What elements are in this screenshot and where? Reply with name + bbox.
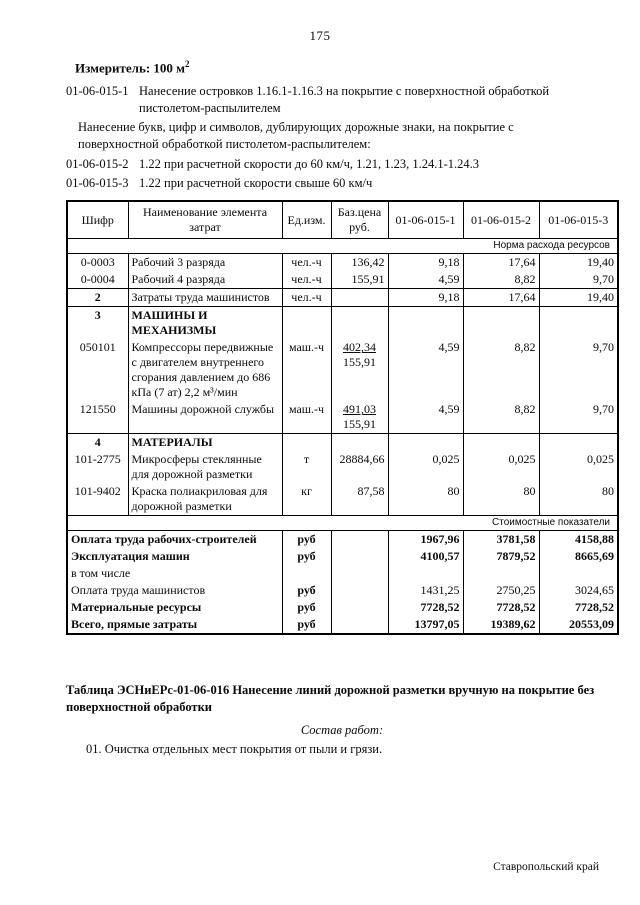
resource-row <box>67 483 618 516</box>
cost-rows-body <box>67 531 618 635</box>
resource-row <box>67 401 618 434</box>
resource-row <box>67 339 618 401</box>
cell-norm-value: 80 <box>388 483 463 516</box>
col-header-norm-2: 01-06-015-2 <box>463 201 539 239</box>
cell-norm-value: 19,40 <box>539 254 618 272</box>
cell-base-price: 136,42 <box>331 254 388 272</box>
cell-resource-code: 0-0003 <box>80 255 115 270</box>
cell-base-price <box>331 599 388 616</box>
cell-base-price: 28884,66 <box>331 451 388 483</box>
cell-cost-value <box>463 565 539 582</box>
norm-code: 01-06-015-2 <box>66 157 129 172</box>
cell-norm-value: 4,59 <box>388 271 463 289</box>
cell-base-price <box>331 401 388 434</box>
cell-base-price: 87,58 <box>331 483 388 516</box>
cell-resource-code: 050101 <box>79 340 116 355</box>
col-header-unit: Ед.изм. <box>282 201 331 239</box>
cell-cost-label: Всего, прямые затраты <box>71 617 198 632</box>
cell-resource-code: 121550 <box>79 402 116 417</box>
cost-row <box>67 548 618 565</box>
cell-resource-name: Рабочий 4 разряда <box>128 271 282 289</box>
cell-cost-value: 1431,25 <box>388 582 463 599</box>
cost-row <box>67 616 618 634</box>
cell-norm-value: 0,025 <box>539 451 618 483</box>
cell-resource-name: Рабочий 3 разряда <box>128 254 282 272</box>
resource-row <box>67 434 618 452</box>
cell-base-price <box>331 582 388 599</box>
cell-cost-label: в том числе <box>71 566 131 581</box>
cell-norm-value <box>539 434 618 452</box>
cell-norm-value: 80 <box>539 483 618 516</box>
cell-norm-value: 0,025 <box>463 451 539 483</box>
col-header-base-price: Баз.цена руб. <box>331 201 388 239</box>
measure-line <box>75 59 640 76</box>
norm-text: 1.22 при расчетной скорости свыше 60 км/ч <box>139 175 373 190</box>
work-item: 01. Очистка отдельных мест покрытия от пыли и грязи. <box>86 742 383 757</box>
cell-cost-value: 3024,65 <box>539 582 618 599</box>
measure-label: Измеритель: 100 м <box>75 60 186 76</box>
cell-base-price <box>331 289 388 307</box>
cell-cost-value: 3781,58 <box>463 531 539 549</box>
cell-unit <box>282 307 331 340</box>
cell-unit: кг <box>282 483 331 516</box>
cell-norm-value <box>388 307 463 340</box>
cell-unit: маш.-ч <box>282 401 331 434</box>
next-table-title: Таблица ЭСНиЕРс-01-06-016 Нанесение линий дорожной разметки вручную на покрытие без поверхностной обработки <box>66 683 595 715</box>
cell-cost-unit: руб <box>282 616 331 634</box>
page-number: 175 <box>309 28 331 43</box>
cell-resource-name: МАТЕРИАЛЫ <box>128 434 282 452</box>
cell-norm-value: 9,70 <box>539 271 618 289</box>
cell-base-price <box>331 531 388 549</box>
cell-resource-name: Компрессоры передвижные с двигателем внутреннего сгорания давлением до 686 кПа (7 ат) 2,2 м³/мин <box>128 339 282 401</box>
norm-text: Нанесение островков 1.16.1-1.16.3 на покрытие с поверхностной обработкой пистолетом-распылителем <box>139 84 550 115</box>
price-fraction-numerator: 491,03 <box>343 402 376 417</box>
cell-norm-value: 17,64 <box>463 289 539 307</box>
cell-resource-name: Машины дорожной службы <box>128 401 282 434</box>
cell-cost-value <box>388 565 463 582</box>
cost-band-label: Стоимостные показатели <box>67 516 618 531</box>
price-fraction-denominator: 155,91 <box>343 355 376 370</box>
cell-cost-value: 7879,52 <box>463 548 539 565</box>
cost-row <box>67 599 618 616</box>
cell-unit: т <box>282 451 331 483</box>
norm-intro-list <box>66 83 640 191</box>
cell-norm-value: 4,59 <box>388 339 463 401</box>
cell-norm-value: 17,64 <box>463 254 539 272</box>
cell-resource-code: 0-0004 <box>80 272 115 287</box>
cell-cost-unit <box>282 565 331 582</box>
cell-cost-label: Оплата труда машинистов <box>71 583 206 598</box>
band-row <box>67 516 618 531</box>
cell-cost-unit: руб <box>282 548 331 565</box>
resource-row <box>67 271 618 289</box>
cell-norm-value: 8,82 <box>463 339 539 401</box>
cell-norm-value: 8,82 <box>463 271 539 289</box>
resource-row <box>67 307 618 340</box>
cell-resource-name: Затраты труда машинистов <box>128 289 282 307</box>
norm-band-label: Норма расхода ресурсов <box>67 239 618 254</box>
header-row <box>67 201 618 239</box>
cell-cost-label: Оплата труда рабочих-строителей <box>71 532 257 547</box>
cell-norm-value: 9,70 <box>539 339 618 401</box>
cell-base-price <box>331 616 388 634</box>
cell-resource-code: 101-2775 <box>74 452 121 467</box>
cell-cost-value: 7728,52 <box>388 599 463 616</box>
works-label: Состав работ: <box>300 723 384 738</box>
norm-item <box>66 175 640 192</box>
cell-cost-value: 1967,96 <box>388 531 463 549</box>
norm-code: 01-06-015-3 <box>66 175 129 190</box>
cell-base-price <box>331 548 388 565</box>
cell-unit: маш.-ч <box>282 339 331 401</box>
cell-norm-value: 19,40 <box>539 289 618 307</box>
band-row <box>67 239 618 254</box>
cell-resource-name: Микросферы стеклянные для дорожной разметки <box>128 451 282 483</box>
cell-unit: чел.-ч <box>282 254 331 272</box>
cell-cost-label: Материальные ресурсы <box>71 600 202 615</box>
cell-cost-value: 7728,52 <box>463 599 539 616</box>
price-fraction-denominator: 155,91 <box>343 417 376 432</box>
cell-cost-value: 19389,62 <box>463 616 539 634</box>
resource-row <box>67 289 618 307</box>
col-header-name: Наименование элемента затрат <box>128 201 282 239</box>
cell-resource-code: 3 <box>67 307 128 340</box>
cell-norm-value <box>388 434 463 452</box>
cell-unit: чел.-ч <box>282 271 331 289</box>
cell-norm-value: 80 <box>463 483 539 516</box>
cell-norm-value: 0,025 <box>388 451 463 483</box>
norm-item <box>66 83 640 116</box>
cell-cost-unit: руб <box>282 531 331 549</box>
cell-base-price <box>331 434 388 452</box>
cell-resource-code: 2 <box>67 289 128 307</box>
price-fraction-numerator: 402,34 <box>343 340 376 355</box>
cell-norm-value: 8,82 <box>463 401 539 434</box>
estimate-table <box>66 200 619 635</box>
cell-norm-value: 9,18 <box>388 289 463 307</box>
resource-row <box>67 451 618 483</box>
measure-superscript: 2 <box>185 59 190 69</box>
norm-text: 1.22 при расчетной скорости до 60 км/ч, 1.21, 1.23, 1.24.1-1.24.3 <box>139 157 480 172</box>
cell-cost-unit: руб <box>282 582 331 599</box>
cell-norm-value <box>463 307 539 340</box>
col-header-norm-3: 01-06-015-3 <box>539 201 618 239</box>
resource-rows-body <box>67 254 618 516</box>
col-header-code: Шифр <box>67 201 128 239</box>
resource-row <box>67 254 618 272</box>
col-header-norm-1: 01-06-015-1 <box>388 201 463 239</box>
cell-norm-value: 9,18 <box>388 254 463 272</box>
cell-cost-value: 4100,57 <box>388 548 463 565</box>
cell-cost-value: 20553,09 <box>539 616 618 634</box>
cell-cost-value: 4158,88 <box>539 531 618 549</box>
cost-row <box>67 582 618 599</box>
cost-row <box>67 565 618 582</box>
cell-cost-value: 2750,25 <box>463 582 539 599</box>
cost-row <box>67 531 618 549</box>
cell-norm-value: 4,59 <box>388 401 463 434</box>
cell-cost-value <box>539 565 618 582</box>
cell-base-price <box>331 307 388 340</box>
norm-code: 01-06-015-1 <box>66 84 129 99</box>
cell-base-price <box>331 339 388 401</box>
cell-norm-value: 9,70 <box>539 401 618 434</box>
cell-base-price: 155,91 <box>331 271 388 289</box>
cell-unit: чел.-ч <box>282 289 331 307</box>
cell-cost-value: 8665,69 <box>539 548 618 565</box>
cell-base-price <box>331 565 388 582</box>
cell-unit <box>282 434 331 452</box>
footer-region: Ставропольский край <box>493 861 599 873</box>
cell-cost-value: 13797,05 <box>388 616 463 634</box>
cell-cost-label: Эксплуатация машин <box>71 549 190 564</box>
cell-resource-name: Краска полиакриловая для дорожной разметки <box>128 483 282 516</box>
cell-resource-code: 101-9402 <box>74 484 121 499</box>
cell-norm-value <box>539 307 618 340</box>
norm-group-note: Нанесение букв, цифр и символов, дублирующих дорожные знаки, на покрытие с поверхностной обработкой пистолетом-распылителем: <box>78 120 514 151</box>
cell-resource-name: МАШИНЫ И МЕХАНИЗМЫ <box>128 307 282 340</box>
estimate-table-header <box>67 201 618 239</box>
cell-resource-code: 4 <box>67 434 128 452</box>
cell-cost-unit: руб <box>282 599 331 616</box>
norm-item <box>66 156 640 173</box>
cell-norm-value <box>463 434 539 452</box>
cell-cost-value: 7728,52 <box>539 599 618 616</box>
